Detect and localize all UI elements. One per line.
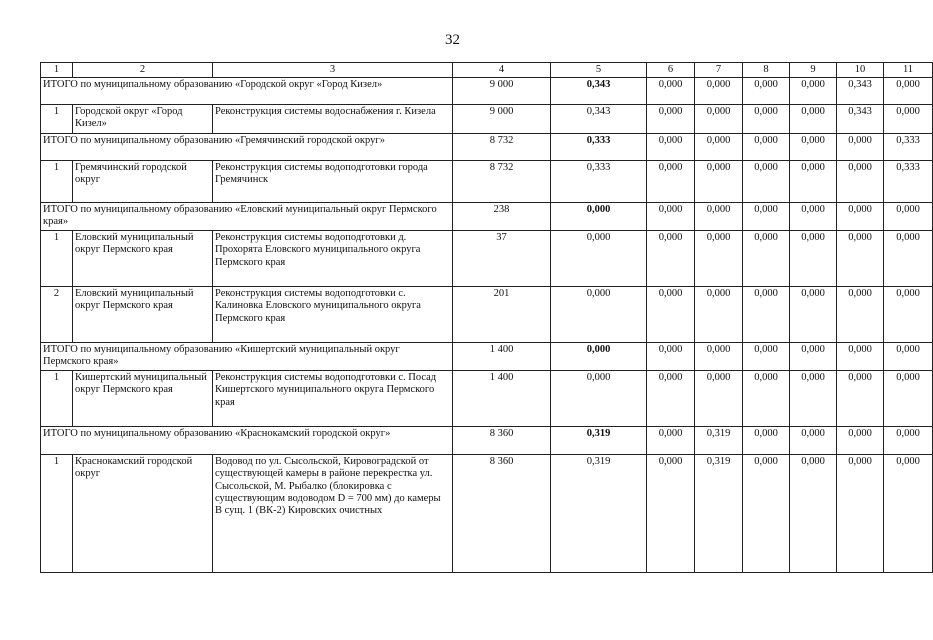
data-table: [40, 62, 933, 573]
column-number: 6: [647, 63, 695, 78]
value-cell: 0,000: [647, 78, 695, 105]
value-cell: 0,000: [695, 287, 743, 343]
value-cell: 8 360: [453, 455, 551, 573]
total-row: [41, 427, 933, 455]
value-cell: 0,000: [743, 105, 790, 134]
value-cell: 0,000: [647, 105, 695, 134]
table-row: [41, 105, 933, 134]
project-cell: Реконструкция системы водоподготовки города Гремячинск: [213, 161, 453, 203]
value-cell: 0,000: [790, 78, 837, 105]
municipality-cell: Еловский муниципальный округ Пермского края: [73, 287, 213, 343]
value-cell: 0,000: [647, 161, 695, 203]
value-cell: 0,000: [695, 343, 743, 371]
value-cell: 0,319: [695, 455, 743, 573]
value-cell: 0,000: [695, 371, 743, 427]
value-cell: 0,000: [647, 231, 695, 287]
value-cell: 0,333: [884, 134, 933, 161]
project-cell: Реконструкция системы водоподготовки с. Посад Кишертского муниципального округа Пермского края: [213, 371, 453, 427]
table-row: [41, 287, 933, 343]
row-number: 1: [41, 161, 73, 203]
value-cell: 1 400: [453, 371, 551, 427]
value-cell: 0,000: [695, 203, 743, 231]
value-cell: 0,000: [743, 203, 790, 231]
municipality-cell: Еловский муниципальный округ Пермского края: [73, 231, 213, 287]
column-number: 5: [551, 63, 647, 78]
row-number: 1: [41, 105, 73, 134]
value-cell: 0,000: [647, 287, 695, 343]
value-cell: 0,343: [837, 78, 884, 105]
project-cell: Реконструкция системы водоснабжения г. Кизела: [213, 105, 453, 134]
value-cell: 0,000: [837, 343, 884, 371]
value-cell: 0,000: [837, 455, 884, 573]
value-cell: 0,000: [695, 161, 743, 203]
value-cell: 0,000: [790, 105, 837, 134]
value-cell: 0,000: [743, 455, 790, 573]
value-cell: 0,000: [551, 287, 647, 343]
value-cell: 8 360: [453, 427, 551, 455]
row-number: 1: [41, 455, 73, 573]
value-cell: 0,000: [647, 455, 695, 573]
value-cell: 0,343: [551, 78, 647, 105]
column-number-row: [41, 63, 933, 78]
table-row: [41, 161, 933, 203]
row-number: 1: [41, 231, 73, 287]
value-cell: 0,000: [837, 427, 884, 455]
total-row: [41, 343, 933, 371]
value-cell: 0,000: [695, 78, 743, 105]
value-cell: 0,000: [551, 343, 647, 371]
value-cell: 0,000: [743, 427, 790, 455]
project-cell: Водовод по ул. Сысольской, Кировоградской от существующей камеры в районе перекрестка ул. Сысольской, М. Рыбалко (блокировка с существующим водоводом D = 700 мм) до камеры В сущ. 1 (ВК-2) Кировских очистных: [213, 455, 453, 573]
municipality-cell: Гремячинский городской округ: [73, 161, 213, 203]
value-cell: 0,319: [551, 455, 647, 573]
total-row: [41, 134, 933, 161]
value-cell: 0,000: [837, 203, 884, 231]
column-number: 7: [695, 63, 743, 78]
value-cell: 0,000: [647, 134, 695, 161]
municipality-cell: Городской округ «Город Кизел»: [73, 105, 213, 134]
value-cell: 0,000: [790, 287, 837, 343]
value-cell: 0,000: [790, 203, 837, 231]
table-body: [41, 63, 933, 573]
total-row: [41, 203, 933, 231]
column-number: 2: [73, 63, 213, 78]
value-cell: 0,000: [551, 231, 647, 287]
column-number: 8: [743, 63, 790, 78]
project-cell: Реконструкция системы водоподготовки д. Прохорята Еловского муниципального округа Пермского края: [213, 231, 453, 287]
value-cell: 0,319: [551, 427, 647, 455]
municipality-cell: Кишертский муниципальный округ Пермского края: [73, 371, 213, 427]
value-cell: 0,000: [884, 78, 933, 105]
value-cell: 0,000: [884, 427, 933, 455]
value-cell: 0,000: [837, 134, 884, 161]
value-cell: 0,000: [743, 343, 790, 371]
value-cell: 0,000: [743, 134, 790, 161]
value-cell: 201: [453, 287, 551, 343]
value-cell: 0,000: [695, 105, 743, 134]
value-cell: 0,000: [743, 371, 790, 427]
page-number: 32: [445, 32, 460, 48]
value-cell: 0,000: [743, 78, 790, 105]
value-cell: 0,000: [743, 161, 790, 203]
total-label: ИТОГО по муниципальному образованию «Гремячинский городской округ»: [41, 134, 453, 161]
column-number: 1: [41, 63, 73, 78]
value-cell: 0,333: [551, 161, 647, 203]
table-row: [41, 371, 933, 427]
total-label: ИТОГО по муниципальному образованию «Городской округ «Город Кизел»: [41, 78, 453, 105]
value-cell: 0,343: [551, 105, 647, 134]
value-cell: 0,000: [647, 203, 695, 231]
value-cell: 0,000: [790, 371, 837, 427]
value-cell: 0,000: [695, 231, 743, 287]
value-cell: 0,343: [837, 105, 884, 134]
value-cell: 0,333: [551, 134, 647, 161]
row-number: 2: [41, 287, 73, 343]
value-cell: 0,000: [884, 105, 933, 134]
value-cell: 0,000: [884, 455, 933, 573]
value-cell: 0,000: [884, 203, 933, 231]
value-cell: 0,000: [790, 427, 837, 455]
value-cell: 0,000: [551, 371, 647, 427]
column-number: 3: [213, 63, 453, 78]
value-cell: 0,000: [790, 455, 837, 573]
table-row: [41, 231, 933, 287]
value-cell: 0,000: [837, 287, 884, 343]
total-row: [41, 78, 933, 105]
municipality-cell: Краснокамский городской округ: [73, 455, 213, 573]
total-label: ИТОГО по муниципальному образованию «Краснокамский городской округ»: [41, 427, 453, 455]
value-cell: 0,000: [647, 371, 695, 427]
total-label: ИТОГО по муниципальному образованию «Кишертский муниципальный округ Пермского края»: [41, 343, 453, 371]
value-cell: 0,000: [837, 231, 884, 287]
value-cell: 9 000: [453, 105, 551, 134]
value-cell: 0,000: [790, 343, 837, 371]
column-number: 9: [790, 63, 837, 78]
project-cell: Реконструкция системы водоподготовки с. Калиновка Еловского муниципального округа Пермского края: [213, 287, 453, 343]
value-cell: 0,000: [647, 343, 695, 371]
value-cell: 0,000: [551, 203, 647, 231]
value-cell: 0,000: [884, 287, 933, 343]
value-cell: 0,000: [743, 231, 790, 287]
value-cell: 0,000: [695, 134, 743, 161]
value-cell: 8 732: [453, 134, 551, 161]
table-row: [41, 455, 933, 573]
value-cell: 0,333: [884, 161, 933, 203]
value-cell: 0,000: [790, 231, 837, 287]
value-cell: 0,000: [837, 371, 884, 427]
value-cell: 37: [453, 231, 551, 287]
total-label: ИТОГО по муниципальному образованию «Еловский муниципальный округ Пермского края»: [41, 203, 453, 231]
value-cell: 9 000: [453, 78, 551, 105]
value-cell: 0,000: [884, 231, 933, 287]
column-number: 10: [837, 63, 884, 78]
value-cell: 0,000: [790, 134, 837, 161]
row-number: 1: [41, 371, 73, 427]
value-cell: 0,319: [695, 427, 743, 455]
value-cell: 0,000: [790, 161, 837, 203]
value-cell: 0,000: [837, 161, 884, 203]
value-cell: 0,000: [743, 287, 790, 343]
value-cell: 238: [453, 203, 551, 231]
column-number: 4: [453, 63, 551, 78]
value-cell: 0,000: [884, 343, 933, 371]
column-number: 11: [884, 63, 933, 78]
value-cell: 0,000: [647, 427, 695, 455]
value-cell: 0,000: [884, 371, 933, 427]
value-cell: 8 732: [453, 161, 551, 203]
value-cell: 1 400: [453, 343, 551, 371]
